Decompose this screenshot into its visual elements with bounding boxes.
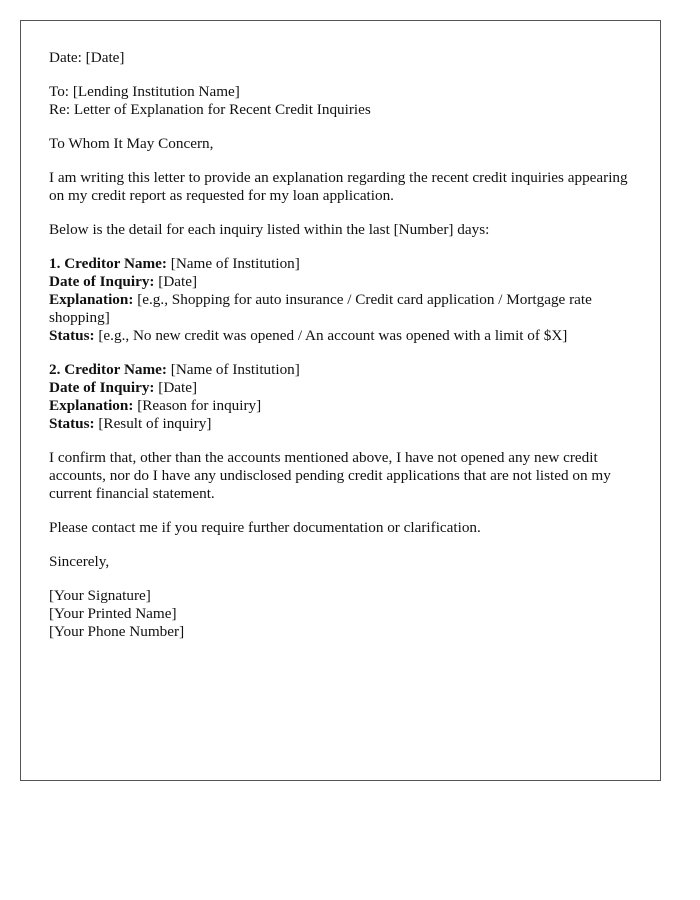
detail-intro: Below is the detail for each inquiry listed within the last [Number] days: — [49, 221, 490, 238]
explanation-label: Explanation: — [49, 291, 134, 308]
creditor-label: 1. Creditor Name: — [49, 255, 167, 272]
creditor-value: [Name of Institution] — [170, 361, 300, 378]
explanation-label: Explanation: — [49, 397, 134, 414]
date-label: Date of Inquiry: — [49, 273, 155, 290]
recipient-block — [49, 83, 632, 119]
creditor-label: 2. Creditor Name: — [49, 361, 167, 378]
printed-name: [Your Printed Name] — [49, 605, 177, 622]
subject-line: Re: Letter of Explanation for Recent Credit Inquiries — [49, 101, 371, 118]
confirmation-paragraph: I confirm that, other than the accounts mentioned above, I have not opened any new credit accounts, nor do I have any undisclosed pending credit applications that are not listed on my current financial statement. — [49, 449, 611, 502]
signature: [Your Signature] — [49, 587, 151, 604]
inquiry-2 — [49, 361, 632, 433]
intro-paragraph: I am writing this letter to provide an explanation regarding the recent credit inquiries appearing on my credit report as requested for my loan application. — [49, 169, 628, 204]
explanation-value: [Reason for inquiry] — [137, 397, 262, 414]
closing: Sincerely, — [49, 553, 110, 570]
date-value: [Date] — [158, 273, 198, 290]
salutation: To Whom It May Concern, — [49, 135, 214, 152]
status-label: Status: — [49, 327, 95, 344]
status-value: [Result of inquiry] — [98, 415, 212, 432]
date-label: Date of Inquiry: — [49, 379, 155, 396]
contact-paragraph: Please contact me if you require further documentation or clarification. — [49, 519, 481, 536]
status-value: [e.g., No new credit was opened / An account was opened with a limit of $X] — [98, 327, 568, 344]
to-line: To: [Lending Institution Name] — [49, 83, 240, 100]
inquiry-1 — [49, 255, 632, 345]
explanation-value: [e.g., Shopping for auto insurance / Credit card application / Mortgage rate shopping] — [49, 291, 592, 326]
status-label: Status: — [49, 415, 95, 432]
creditor-value: [Name of Institution] — [170, 255, 300, 272]
phone-number: [Your Phone Number] — [49, 623, 185, 640]
date-line: Date: [Date] — [49, 49, 125, 66]
date-value: [Date] — [158, 379, 198, 396]
letter-page — [20, 20, 661, 781]
signature-block — [49, 587, 632, 641]
